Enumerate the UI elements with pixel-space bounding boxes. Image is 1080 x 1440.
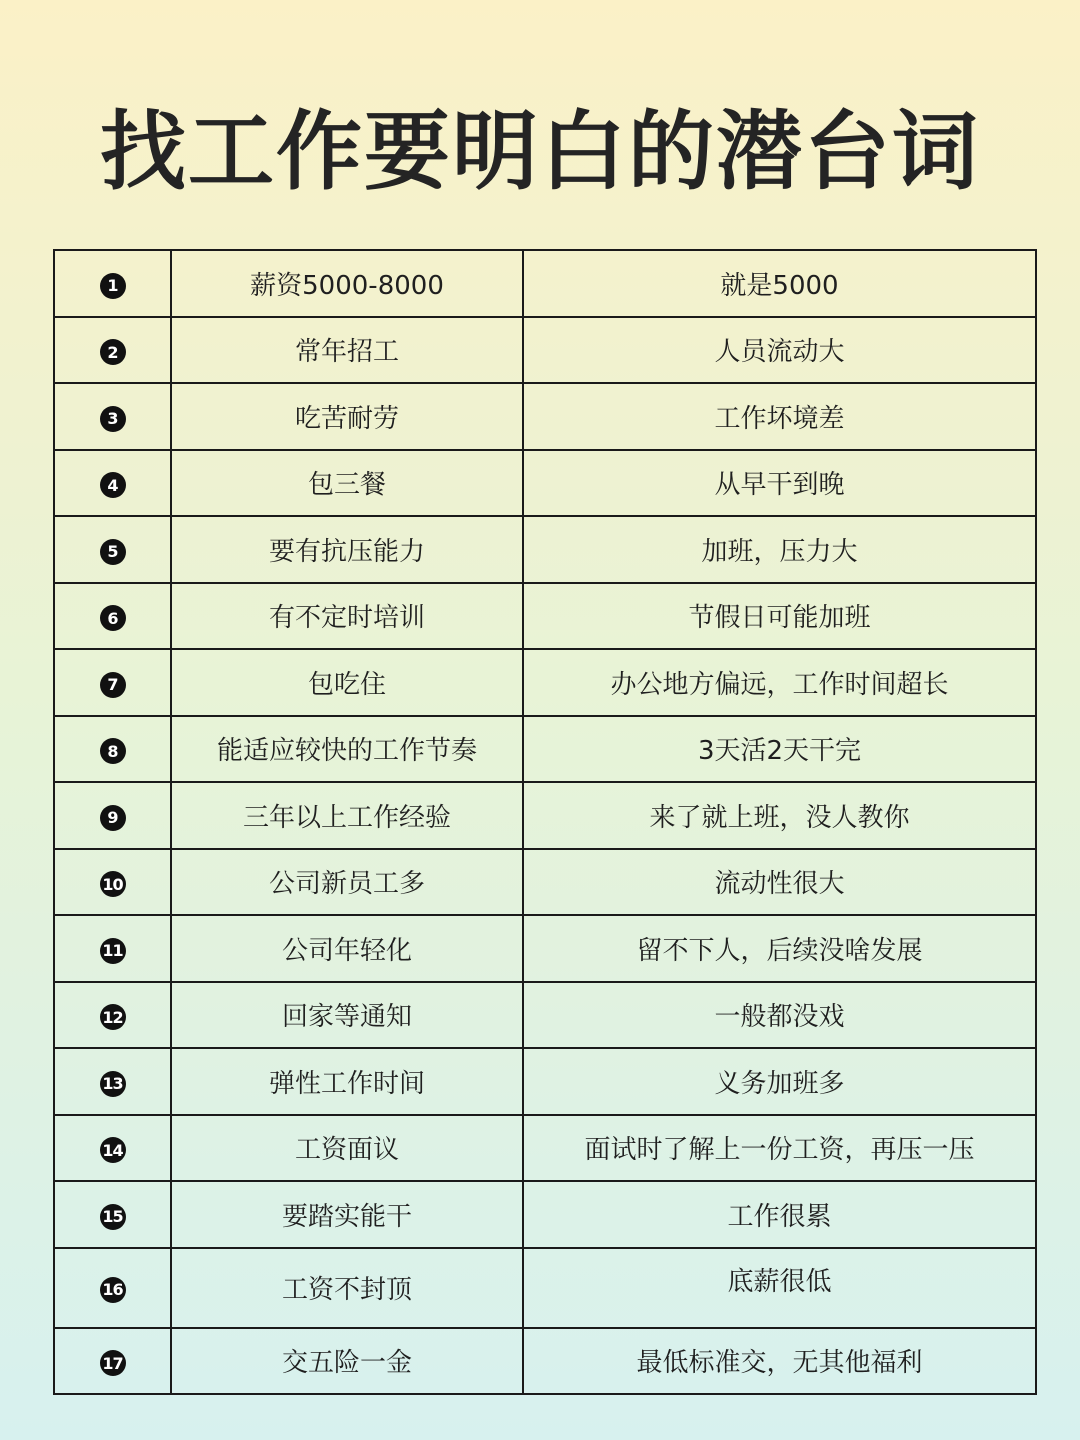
phrase-cell: 交五险一金 [171, 1328, 523, 1395]
meaning-cell: 来了就上班，没人教你 [523, 782, 1036, 849]
phrase-cell: 有不定时培训 [171, 583, 523, 650]
number-badge: 1 [100, 273, 126, 299]
phrase-cell: 公司新员工多 [171, 849, 523, 916]
phrase-cell: 公司年轻化 [171, 915, 523, 982]
table-row [54, 915, 1036, 982]
number-badge: 8 [100, 738, 126, 764]
meaning-cell: 面试时了解上一份工资，再压一压 [523, 1115, 1036, 1182]
table-row [54, 516, 1036, 583]
table-row [54, 849, 1036, 916]
meaning-cell: 从早干到晚 [523, 450, 1036, 517]
table-row [54, 649, 1036, 716]
meaning-cell: 留不下人，后续没啥发展 [523, 915, 1036, 982]
number-badge: 3 [100, 406, 126, 432]
meaning-cell: 最低标准交，无其他福利 [523, 1328, 1036, 1395]
table-row [54, 1181, 1036, 1248]
number-badge: 14 [100, 1137, 126, 1163]
phrase-cell: 薪资5000-8000 [171, 250, 523, 317]
table-row [54, 1115, 1036, 1182]
phrase-cell: 弹性工作时间 [171, 1048, 523, 1115]
subtext-table [53, 249, 1037, 1395]
phrase-cell: 要踏实能干 [171, 1181, 523, 1248]
phrase-cell: 工资面议 [171, 1115, 523, 1182]
number-badge: 5 [100, 539, 126, 565]
number-badge: 13 [100, 1071, 126, 1097]
phrase-cell: 能适应较快的工作节奏 [171, 716, 523, 783]
table-row [54, 250, 1036, 317]
number-badge: 11 [100, 938, 126, 964]
phrase-cell: 吃苦耐劳 [171, 383, 523, 450]
phrase-cell: 包吃住 [171, 649, 523, 716]
number-badge: 12 [100, 1004, 126, 1030]
table-row [54, 782, 1036, 849]
phrase-cell: 要有抗压能力 [171, 516, 523, 583]
phrase-cell: 包三餐 [171, 450, 523, 517]
meaning-cell: 义务加班多 [523, 1048, 1036, 1115]
table-row [54, 716, 1036, 783]
meaning-cell: 底薪很低 [523, 1248, 1036, 1328]
meaning-cell: 加班，压力大 [523, 516, 1036, 583]
table-row [54, 982, 1036, 1049]
number-badge: 17 [100, 1350, 126, 1376]
phrase-cell: 回家等通知 [171, 982, 523, 1049]
meaning-cell: 节假日可能加班 [523, 583, 1036, 650]
table-row [54, 317, 1036, 384]
table-row [54, 1048, 1036, 1115]
table-row [54, 450, 1036, 517]
phrase-cell: 常年招工 [171, 317, 523, 384]
meaning-cell: 办公地方偏远，工作时间超长 [523, 649, 1036, 716]
meaning-cell: 人员流动大 [523, 317, 1036, 384]
meaning-cell: 工作坏境差 [523, 383, 1036, 450]
number-badge: 4 [100, 472, 126, 498]
page-title: 找工作要明白的潜台词 [100, 102, 980, 202]
number-badge: 15 [100, 1204, 126, 1230]
meaning-cell: 3天活2天干完 [523, 716, 1036, 783]
number-badge: 7 [100, 672, 126, 698]
table-row [54, 383, 1036, 450]
phrase-cell: 三年以上工作经验 [171, 782, 523, 849]
table-row [54, 1328, 1036, 1395]
meaning-cell: 一般都没戏 [523, 982, 1036, 1049]
number-badge: 2 [100, 339, 126, 365]
table-row [54, 583, 1036, 650]
meaning-cell: 流动性很大 [523, 849, 1036, 916]
number-badge: 10 [100, 871, 126, 897]
meaning-cell: 工作很累 [523, 1181, 1036, 1248]
number-badge: 16 [100, 1277, 126, 1303]
number-badge: 9 [100, 805, 126, 831]
phrase-cell: 工资不封顶 [171, 1248, 523, 1328]
table-row [54, 1248, 1036, 1328]
number-badge: 6 [100, 605, 126, 631]
meaning-cell: 就是5000 [523, 250, 1036, 317]
